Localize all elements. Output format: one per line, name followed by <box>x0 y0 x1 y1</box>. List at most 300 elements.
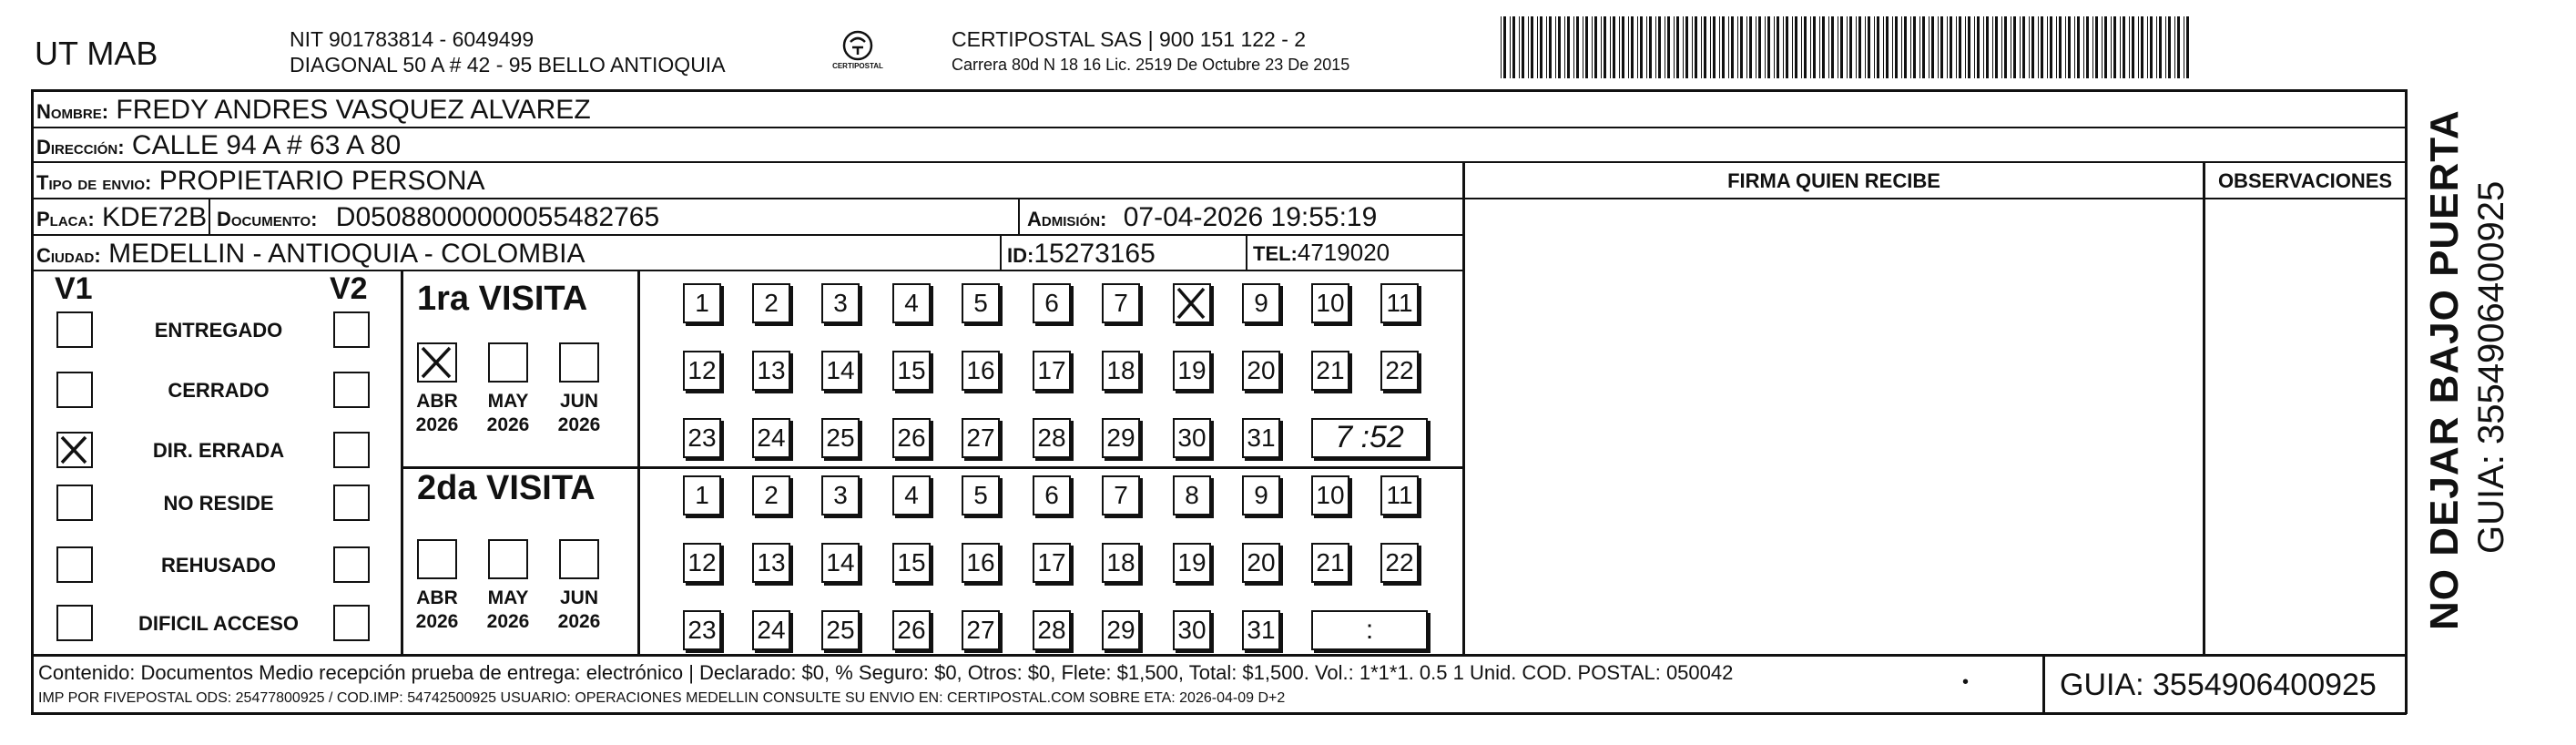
barcode-bar <box>1892 16 1893 78</box>
logo-text: CERTIPOSTAL <box>832 62 883 70</box>
barcode-bar <box>2177 16 2180 78</box>
barcode-bar <box>2150 16 2153 78</box>
barcode-bar <box>1567 16 1570 78</box>
no-dejar-warning: NO DEJAR BAJO PUERTA <box>2422 109 2467 630</box>
day-box[interactable]: 7 <box>1102 475 1140 515</box>
barcode-bar <box>1847 16 1848 78</box>
first-visit-title: 1ra VISITA <box>417 280 588 318</box>
day-box[interactable]: 6 <box>1033 283 1071 323</box>
barcode-bar <box>1938 16 1939 78</box>
barcode-bar <box>2111 16 2112 78</box>
day-box[interactable]: 25 <box>821 418 860 458</box>
day-box[interactable]: 10 <box>1311 475 1349 515</box>
barcode-bar <box>1895 16 1898 78</box>
month-name: ABR <box>416 587 458 608</box>
barcode-bar <box>1877 16 1879 78</box>
barcode-bar <box>1637 16 1638 78</box>
barcode-bar <box>1968 16 1970 78</box>
month-year: 2026 <box>557 414 601 435</box>
id-value: 15273165 <box>1033 239 1156 269</box>
day-box[interactable]: 17 <box>1033 351 1071 391</box>
ciudad-value: MEDELLIN - ANTIOQUIA - COLOMBIA <box>108 239 585 269</box>
barcode-bar <box>2020 16 2021 78</box>
month-year: 2026 <box>557 611 601 632</box>
barcode-bar <box>1719 16 1720 78</box>
time-box[interactable]: 7 :52 <box>1311 418 1428 458</box>
status-v1-checkbox[interactable] <box>56 485 93 521</box>
barcode-bar <box>1956 16 1957 78</box>
barcode-bar <box>1995 16 1998 78</box>
barcode-bar <box>2031 16 2034 78</box>
status-v1-checkbox[interactable] <box>56 546 93 583</box>
month-checkbox[interactable] <box>559 342 599 383</box>
barcode-bar <box>1992 16 1993 78</box>
day-box[interactable]: 8 <box>1173 475 1211 515</box>
barcode-bar <box>1746 16 1747 78</box>
barcode-bar <box>1977 16 1980 78</box>
month-label <box>476 390 540 437</box>
day-box[interactable]: 19 <box>1173 351 1211 391</box>
barcode-bar <box>1640 16 1643 78</box>
day-box[interactable]: 3 <box>821 475 860 515</box>
barcode-bar <box>1868 16 1870 78</box>
status-v2-checkbox[interactable] <box>333 485 370 521</box>
day-box[interactable]: 13 <box>752 351 790 391</box>
barcode-bar <box>2168 16 2171 78</box>
tipo-label: Tipo de envio: <box>36 171 152 194</box>
barcode-bar <box>1546 16 1547 78</box>
day-box[interactable]: 1 <box>683 283 721 323</box>
barcode-bar <box>1537 16 1538 78</box>
day-box[interactable]: 20 <box>1242 351 1280 391</box>
barcode-bar <box>1810 16 1811 78</box>
status-label: DIR. ERRADA <box>152 439 285 462</box>
day-box[interactable]: 27 <box>962 418 1000 458</box>
barcode-bar <box>1849 16 1852 78</box>
status-v2-checkbox[interactable] <box>333 546 370 583</box>
barcode-bar <box>1940 16 1943 78</box>
tel-label: TEL: <box>1253 242 1298 265</box>
observaciones-header: OBSERVACIONES <box>2217 169 2393 192</box>
month-label <box>547 587 611 634</box>
barcode-bar <box>1731 16 1734 78</box>
day-box[interactable]: 11 <box>1380 475 1419 515</box>
v1-label: V1 <box>55 271 93 306</box>
status-v1-checkbox[interactable] <box>56 432 93 468</box>
barcode-bar <box>1713 16 1716 78</box>
time-box[interactable]: : <box>1311 610 1428 650</box>
barcode-bar <box>1795 16 1797 78</box>
barcode-bar <box>1913 16 1916 78</box>
barcode-bar <box>2174 16 2175 78</box>
tipo-field <box>36 166 485 197</box>
barcode-bar <box>2141 16 2143 78</box>
barcode-bar <box>2004 16 2007 78</box>
footer-guia: GUIA: 3554906400925 <box>2060 668 2377 702</box>
barcode-bar <box>2186 16 2189 78</box>
barcode-bar <box>1692 16 1693 78</box>
id-label: ID: <box>1007 244 1034 267</box>
day-box[interactable]: 25 <box>821 610 860 650</box>
barcode-bar <box>1786 16 1788 78</box>
month-year: 2026 <box>415 611 459 632</box>
status-v1-checkbox[interactable] <box>56 605 93 641</box>
month-label <box>405 587 469 634</box>
barcode-bar <box>2092 16 2093 78</box>
x-check-mark <box>1175 285 1209 321</box>
status-label: ENTREGADO <box>154 319 283 342</box>
barcode-bar <box>1573 16 1574 78</box>
day-box[interactable]: 19 <box>1173 543 1211 583</box>
day-box[interactable]: 11 <box>1380 283 1419 323</box>
month-name: JUN <box>559 391 598 412</box>
barcode-bar <box>2047 16 2048 78</box>
month-checkbox[interactable] <box>559 539 599 579</box>
day-box[interactable]: 28 <box>1033 610 1071 650</box>
second-visit-title: 2da VISITA <box>417 469 596 507</box>
nombre-label: Nombre: <box>36 100 109 123</box>
barcode-bar <box>1728 16 1729 78</box>
status-label: NO RESIDE <box>163 492 274 515</box>
day-box[interactable]: 29 <box>1102 418 1140 458</box>
day-box[interactable]: 5 <box>962 283 1000 323</box>
placa-label: Placa: <box>36 208 95 230</box>
contenido-text: Contenido: Documentos Medio recepción prueba de entrega: electrónico | Declarado: $0, % Seguro: $0, Otros: $0, Flete: $1,500, Total: $1,500. Vol.: 1*1*1. 0.5 1 Unid. COD. POSTAL: 050042 <box>38 661 1734 684</box>
tel-field <box>1253 239 1390 267</box>
barcode-bar <box>2104 16 2107 78</box>
status-label: DIFICIL ACCESO <box>137 612 299 635</box>
barcode-bar <box>1646 16 1647 78</box>
day-box[interactable]: 3 <box>821 283 860 323</box>
barcode-image <box>1501 16 2200 78</box>
barcode-bar <box>1886 16 1889 78</box>
barcode-bar <box>2001 16 2002 78</box>
barcode-bar <box>1856 16 1857 78</box>
day-box[interactable]: 26 <box>892 418 931 458</box>
barcode-bar <box>1983 16 1984 78</box>
barcode-bar <box>2086 16 2089 78</box>
day-box[interactable]: 2 <box>752 283 790 323</box>
barcode-bar <box>1555 16 1556 78</box>
barcode-bar <box>1792 16 1793 78</box>
barcode-bar <box>1822 16 1825 78</box>
tipo-value: PROPIETARIO PERSONA <box>158 166 485 196</box>
barcode-bar <box>1828 16 1829 78</box>
day-box[interactable]: 4 <box>892 283 931 323</box>
day-box[interactable]: 14 <box>821 543 860 583</box>
barcode-bar <box>1737 16 1738 78</box>
barcode-bar <box>1986 16 1989 78</box>
barcode-bar <box>1576 16 1579 78</box>
barcode-bar <box>1540 16 1543 78</box>
barcode-bar <box>1922 16 1925 78</box>
barcode-bar <box>2077 16 2080 78</box>
barcode-bar <box>2147 16 2148 78</box>
placa-value: KDE72B <box>102 202 208 232</box>
barcode-bar <box>1947 16 1948 78</box>
status-v1-checkbox[interactable] <box>56 311 93 348</box>
status-v2-checkbox[interactable] <box>333 372 370 408</box>
barcode-bar <box>1649 16 1652 78</box>
tel-value: 4719020 <box>1297 239 1390 266</box>
barcode-bar <box>1676 16 1679 78</box>
barcode-bar <box>1710 16 1711 78</box>
certipostal-info: CERTIPOSTAL SAS | 900 151 122 - 2 <box>952 27 1307 51</box>
barcode-bar <box>2041 16 2043 78</box>
nombre-value: FREDY ANDRES VASQUEZ ALVAREZ <box>116 95 591 125</box>
barcode-bar <box>1531 16 1533 78</box>
barcode-bar <box>1685 16 1688 78</box>
status-v1-checkbox[interactable] <box>56 372 93 408</box>
barcode-bar <box>1904 16 1907 78</box>
month-checkbox[interactable] <box>488 342 528 383</box>
barcode-bar <box>2132 16 2134 78</box>
direccion-label: Dirección: <box>36 136 125 158</box>
nit-text: NIT 901783814 - 6049499 <box>290 27 535 51</box>
day-box[interactable] <box>1173 283 1211 323</box>
status-v2-checkbox[interactable] <box>333 605 370 641</box>
barcode-bar <box>1522 16 1524 78</box>
day-box[interactable]: 15 <box>892 351 931 391</box>
day-box[interactable]: 21 <box>1311 351 1349 391</box>
barcode-bar <box>2083 16 2084 78</box>
month-year: 2026 <box>486 611 530 632</box>
barcode-bar <box>2129 16 2130 78</box>
barcode-bar <box>2056 16 2057 78</box>
day-box[interactable]: 16 <box>962 543 1000 583</box>
day-box[interactable]: 23 <box>683 610 721 650</box>
barcode-bar <box>2059 16 2062 78</box>
day-box[interactable]: 24 <box>752 418 790 458</box>
barcode-bar <box>1613 16 1615 78</box>
documento-value: D05088000000055482765 <box>335 202 660 232</box>
day-box[interactable]: 5 <box>962 475 1000 515</box>
day-box[interactable]: 24 <box>752 610 790 650</box>
certipostal-logo <box>830 27 885 75</box>
status-v2-checkbox[interactable] <box>333 311 370 348</box>
x-check-mark <box>419 344 455 381</box>
barcode-bar <box>1874 16 1875 78</box>
barcode-bar <box>1901 16 1902 78</box>
day-box[interactable]: 2 <box>752 475 790 515</box>
barcode-bar <box>2074 16 2075 78</box>
barcode-bar <box>2113 16 2116 78</box>
day-box[interactable]: 21 <box>1311 543 1349 583</box>
documento-label: Documento: <box>217 208 318 230</box>
barcode-bar <box>1658 16 1661 78</box>
barcode-bar <box>1767 16 1770 78</box>
barcode-bar <box>1528 16 1529 78</box>
x-check-mark <box>58 434 91 466</box>
barcode-bar <box>1704 16 1706 78</box>
barcode <box>1501 16 2200 78</box>
day-box[interactable]: 16 <box>962 351 1000 391</box>
barcode-bar <box>1503 16 1506 78</box>
month-year: 2026 <box>486 414 530 435</box>
barcode-bar <box>2050 16 2052 78</box>
ciudad-field <box>36 239 585 270</box>
barcode-bar <box>1765 16 1766 78</box>
imp-text: IMP POR FIVEPOSTAL ODS: 25477800925 / COD.IMP: 54742500925 USUARIO: OPERACIONES MEDELLIN CONSULTE SU ENVIO EN: CERTIPOSTAL.COM SOBRE ETA: 2026-04-09 D+2 <box>38 690 1286 706</box>
barcode-bar <box>1519 16 1520 78</box>
barcode-bar <box>1674 16 1675 78</box>
footer-bullet: • <box>1962 672 1970 692</box>
barcode-bar <box>1959 16 1961 78</box>
day-box[interactable]: 31 <box>1242 610 1280 650</box>
direccion-field <box>36 130 401 161</box>
day-box[interactable]: 23 <box>683 418 721 458</box>
barcode-bar <box>2022 16 2025 78</box>
barcode-bar <box>1695 16 1697 78</box>
barcode-bar <box>2065 16 2066 78</box>
day-box[interactable]: 17 <box>1033 543 1071 583</box>
id-field <box>1007 239 1156 270</box>
day-box[interactable]: 27 <box>962 610 1000 650</box>
barcode-bar <box>1774 16 1775 78</box>
day-box[interactable]: 18 <box>1102 351 1140 391</box>
day-box[interactable]: 9 <box>1242 475 1280 515</box>
day-box[interactable]: 22 <box>1380 351 1419 391</box>
barcode-bar <box>2120 16 2121 78</box>
barcode-bar <box>1919 16 1920 78</box>
month-checkbox[interactable] <box>417 539 457 579</box>
barcode-bar <box>1783 16 1784 78</box>
barcode-bar <box>1558 16 1561 78</box>
barcode-bar <box>1813 16 1816 78</box>
barcode-bar <box>2165 16 2166 78</box>
barcode-bar <box>1512 16 1515 78</box>
nombre-field <box>36 95 591 126</box>
barcode-bar <box>1865 16 1866 78</box>
day-box[interactable]: 20 <box>1242 543 1280 583</box>
day-box[interactable]: 15 <box>892 543 931 583</box>
status-v2-checkbox[interactable] <box>333 432 370 468</box>
direccion-value: CALLE 94 A # 63 A 80 <box>131 130 402 160</box>
day-box[interactable]: 6 <box>1033 475 1071 515</box>
barcode-bar <box>1883 16 1884 78</box>
admision-label: Admisión: <box>1027 208 1107 230</box>
barcode-bar <box>1801 16 1802 78</box>
admision-value: 07-04-2026 19:55:19 <box>1123 202 1378 232</box>
month-name: MAY <box>487 391 529 412</box>
barcode-bar <box>1585 16 1588 78</box>
barcode-bar <box>1610 16 1611 78</box>
barcode-bar <box>1722 16 1725 78</box>
barcode-bar <box>1622 16 1624 78</box>
barcode-bar <box>1758 16 1761 78</box>
month-label <box>405 390 469 437</box>
month-checkbox[interactable] <box>417 342 457 383</box>
barcode-bar <box>2095 16 2098 78</box>
ciudad-label: Ciudad: <box>36 244 101 267</box>
placa-field <box>36 202 207 233</box>
barcode-bar <box>1564 16 1565 78</box>
day-box[interactable]: 22 <box>1380 543 1419 583</box>
barcode-bar <box>1592 16 1593 78</box>
day-box[interactable]: 30 <box>1173 610 1211 650</box>
barcode-bar <box>1667 16 1670 78</box>
day-box[interactable]: 29 <box>1102 610 1140 650</box>
barcode-bar <box>1619 16 1620 78</box>
barcode-bar <box>2159 16 2162 78</box>
month-name: MAY <box>487 587 529 608</box>
month-label <box>476 587 540 634</box>
day-box[interactable]: 10 <box>1311 283 1349 323</box>
barcode-bar <box>1910 16 1911 78</box>
barcode-bar <box>1858 16 1861 78</box>
admision-field <box>1027 202 1377 233</box>
barcode-bar <box>1819 16 1820 78</box>
barcode-bar <box>2013 16 2016 78</box>
day-box[interactable]: 14 <box>821 351 860 391</box>
barcode-bar <box>1831 16 1834 78</box>
certipostal-license: Carrera 80d N 18 16 Lic. 2519 De Octubre 23 De 2015 <box>952 56 1350 74</box>
day-box[interactable]: 12 <box>683 543 721 583</box>
firma-header: FIRMA QUIEN RECIBE <box>1727 169 1940 192</box>
barcode-bar <box>1965 16 1966 78</box>
documento-field <box>217 202 659 233</box>
barcode-bar <box>1549 16 1552 78</box>
barcode-bar <box>1655 16 1656 78</box>
barcode-bar <box>1683 16 1684 78</box>
month-checkbox[interactable] <box>488 539 528 579</box>
barcode-bar <box>1628 16 1629 78</box>
barcode-bar <box>1740 16 1743 78</box>
barcode-bar <box>1604 16 1606 78</box>
barcode-bar <box>1510 16 1511 78</box>
day-box[interactable]: 13 <box>752 543 790 583</box>
status-label: REHUSADO <box>161 554 276 577</box>
barcode-bar <box>1840 16 1843 78</box>
barcode-bar <box>2123 16 2125 78</box>
month-label <box>547 390 611 437</box>
barcode-bar <box>2102 16 2103 78</box>
day-box[interactable]: 28 <box>1033 418 1071 458</box>
barcode-bar <box>1749 16 1752 78</box>
month-year: 2026 <box>415 414 459 435</box>
month-name: ABR <box>416 391 458 412</box>
v2-label: V2 <box>330 271 368 306</box>
day-box[interactable]: 31 <box>1242 418 1280 458</box>
day-box[interactable]: 26 <box>892 610 931 650</box>
day-box[interactable]: 9 <box>1242 283 1280 323</box>
barcode-bar <box>2068 16 2071 78</box>
barcode-bar <box>1601 16 1602 78</box>
company-name: UT MAB <box>35 35 158 72</box>
day-box[interactable]: 30 <box>1173 418 1211 458</box>
barcode-bar <box>1594 16 1597 78</box>
side-guia: GUIA: 3554906400925 <box>2471 180 2511 554</box>
day-box[interactable]: 12 <box>683 351 721 391</box>
barcode-bar <box>2156 16 2157 78</box>
day-box[interactable]: 18 <box>1102 543 1140 583</box>
sender-address: DIAGONAL 50 A # 42 - 95 BELLO ANTIOQUIA <box>290 53 726 77</box>
barcode-bar <box>2029 16 2030 78</box>
barcode-bar <box>1804 16 1807 78</box>
barcode-bar <box>1701 16 1702 78</box>
barcode-bar <box>1777 16 1779 78</box>
barcode-bar <box>1950 16 1952 78</box>
day-box[interactable]: 7 <box>1102 283 1140 323</box>
barcode-bar <box>2138 16 2139 78</box>
day-box[interactable]: 4 <box>892 475 931 515</box>
barcode-bar <box>1631 16 1634 78</box>
barcode-bar <box>2038 16 2039 78</box>
barcode-bar <box>1974 16 1975 78</box>
barcode-bar <box>1931 16 1934 78</box>
day-box[interactable]: 1 <box>683 475 721 515</box>
barcode-bar <box>1501 16 1502 78</box>
